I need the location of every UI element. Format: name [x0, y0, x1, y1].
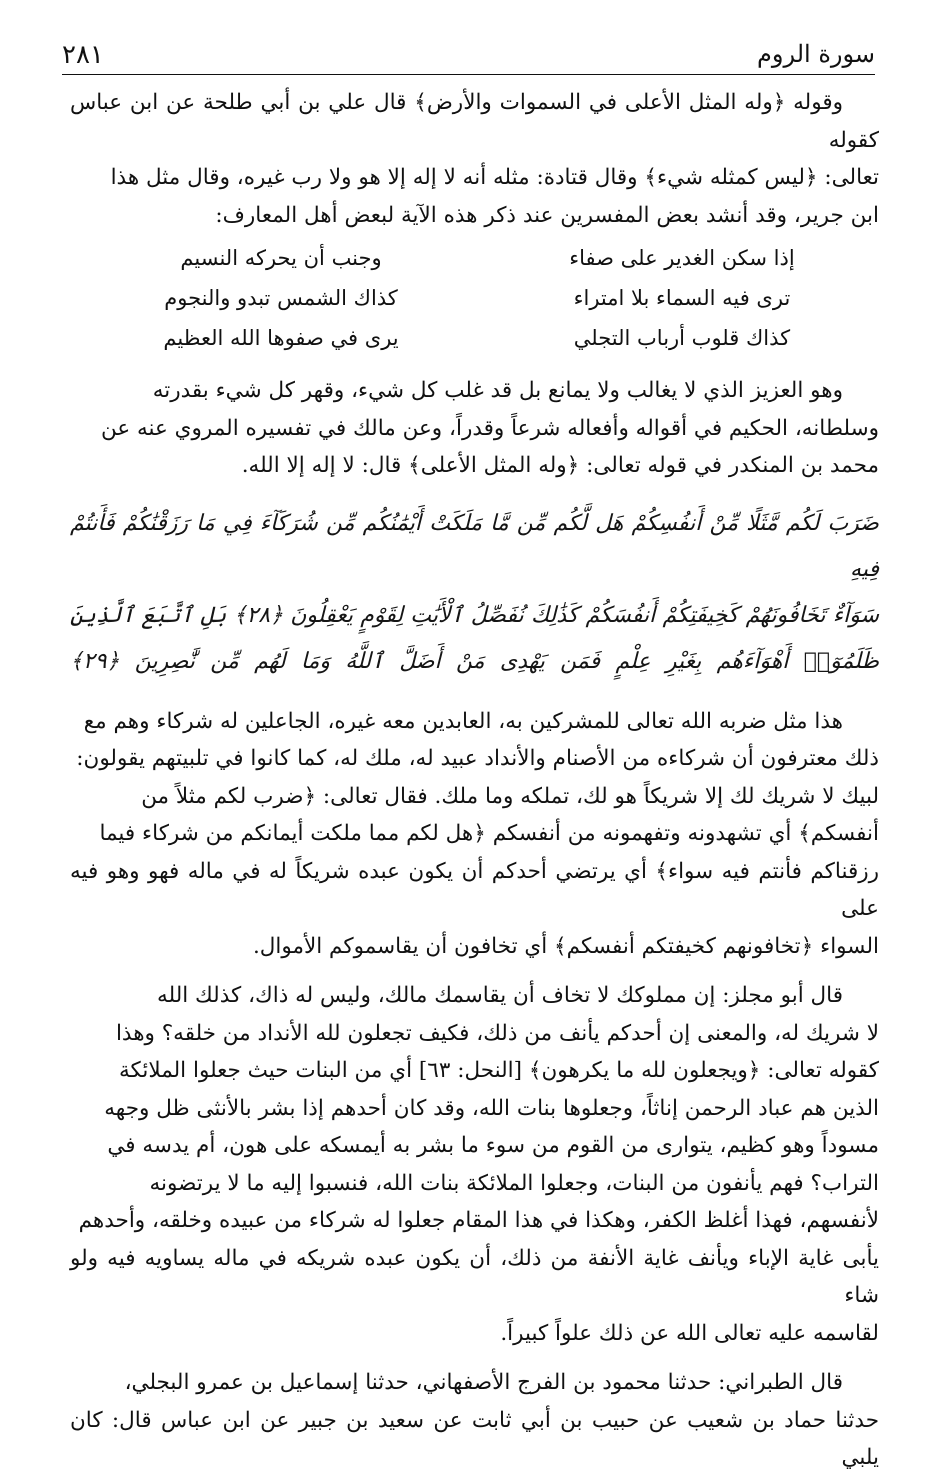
page-header	[62, 28, 875, 75]
text-line: أنفسكم﴾ أي تشهدونه وتفهمونه من أنفسكم ﴿هل لكم مما ملكت أيمانكم من شركاء فيما	[99, 821, 879, 846]
text-line: لا شريك له، والمعنى إن أحدكم يأنف من ذلك، فكيف تجعلون لله الأنداد من خلقه؟ وهذا	[115, 1020, 879, 1046]
text-line: الذين هم عباد الرحمن إناثاً، وجعلوها بنات الله، وقد كان أحدهم إذا بشر بالأنثى ظل وجهه	[104, 1095, 879, 1121]
poem-second-hemistich: يرى في صفوها الله العظيم	[163, 326, 399, 350]
page-number: ٢٨١	[62, 40, 104, 70]
paragraph-intro	[70, 84, 879, 234]
text-line: السواء ﴿تخافونهم كخيفتكم أنفسكم﴾ أي تخافون أن يقاسموكم الأموال.	[252, 933, 879, 959]
paragraph-aziz	[70, 372, 879, 485]
text-line: لأنفسهم، فهذا أغلظ الكفر، وهكذا في هذا المقام جعلوا له شركاء من عبيده وخلقه، وأحدهم	[78, 1208, 879, 1233]
text-line: كقوله تعالى: ﴿ويجعلون لله ما يكرهون﴾ [النحل: ٦٣] أي من البنات حيث جعلوا الملائكة	[118, 1058, 879, 1083]
quran-line: ضَرَبَ لَكُم مَّثَلًا مِّنْ أَنفُسِكُمْ هَل لَّكُم مِّن مَّا مَلَكَتْ أَيْمَٰنُكُم مِّن شُرَكَآءَ فِي مَا رَزَقْنَٰكُمْ فَأَنتُمْ فِيهِ	[70, 510, 879, 582]
text-line: هذا مثل ضربه الله تعالى للمشركين به، العابدين معه غيره، الجاعلين له شركاء وهم مع	[83, 708, 843, 734]
text-line: رزقناكم فأنتم فيه سواء﴾ أي يرتضي أحدكم أن يكون عبده شريكاً له في ماله فهو وهو فيه على	[70, 858, 879, 921]
text-line: لقاسمه عليه تعالى الله عن ذلك علواً كبيراً.	[500, 1320, 879, 1346]
poem-verse	[70, 318, 879, 358]
text-line: ذلك معترفون أن شركاءه من الأصنام والأنداد عبيد له، ملك له، كما كانوا في تلبيتهم يقولون:	[76, 746, 879, 771]
poem-second-hemistich: وجنب أن يحركه النسيم	[180, 246, 382, 270]
text-line: يأبى غاية الإباء ويأنف غاية الأنفة من ذلك، أن يكون عبده شريكه في ماله يساويه فيه ولو شاء	[70, 1245, 879, 1308]
paragraph-tafsir	[70, 703, 879, 966]
paragraph-abu-mijlaz	[70, 977, 879, 1352]
text-line: التراب؟ فهم يأنفون من البنات، وجعلوا الملائكة بنات الله، فنسبوا إليه ما لا يرتضونه	[149, 1170, 879, 1196]
text-line: وسلطانه، الحكيم في أقواله وأفعاله شرعاً وقدراً، وعن مالك في تفسيره المروي عنه عن	[100, 415, 879, 441]
poem-verse	[70, 278, 879, 318]
text-line: تعالى: ﴿ليس كمثله شيء﴾ وقال قتادة: مثله أنه لا إله إلا هو ولا رب غيره، وقال مثل هذا	[110, 165, 879, 190]
surah-title: سورة الروم	[757, 40, 875, 68]
text-line: ابن جرير، وقد أنشد بعض المفسرين عند ذكر هذه الآية لبعض أهل المعارف:	[215, 202, 879, 228]
text-line: قال الطبراني: حدثنا محمود بن الفرج الأصفهاني، حدثنا إسماعيل بن عمرو البجلي،	[124, 1370, 843, 1395]
poem-first-hemistich: إذا سكن الغدير على صفاء	[569, 246, 795, 270]
poem	[70, 238, 879, 358]
poem-verse	[70, 238, 879, 278]
poem-first-hemistich: كذاك قلوب أرباب التجلي	[573, 326, 791, 350]
page-content	[70, 84, 879, 1477]
text-line: وقوله ﴿وله المثل الأعلى في السموات والأرض﴾ قال علي بن أبي طلحة عن ابن عباس كقوله	[70, 90, 879, 153]
text-line: حدثنا حماد بن شعيب عن حبيب بن أبي ثابت عن سعيد بن جبير عن ابن عباس قال: كان يلبي	[70, 1407, 879, 1470]
text-line: وهو العزيز الذي لا يغالب ولا يمانع بل قد غلب كل شيء، وقهر كل شيء بقدرته	[152, 378, 843, 403]
poem-second-hemistich: كذاك الشمس تبدو والنجوم	[164, 286, 398, 310]
quran-line: ظَلَمُوٓا۟ أَهْوَآءَهُم بِغَيْرِ عِلْمٍ فَمَن يَهْدِى مَنْ أَضَلَّ ٱللَّهُ وَمَا لَهُم مِّن نَّٰصِرِينَ ﴿٢٩﴾	[70, 648, 879, 674]
quran-line: سَوَآءٌ تَخَافُونَهُمْ كَخِيفَتِكُمْ أَنفُسَكُمْ كَذَٰلِكَ نُفَصِّلُ ٱلْأَيَٰتِ لِقَوْمٍ يَعْقِلُونَ ﴿٢٨﴾ بَلِ ٱتَّبَعَ ٱلَّذِينَ	[70, 602, 879, 628]
poem-first-hemistich: ترى فيه السماء بلا امتراء	[573, 286, 791, 310]
text-line: محمد بن المنكدر في قوله تعالى: ﴿وله المثل الأعلى﴾ قال: لا إله إلا الله.	[241, 453, 879, 478]
paragraph-tabarani	[70, 1364, 879, 1477]
text-line: لبيك لا شريك لك إلا شريكاً هو لك، تملكه وما ملك. فقال تعالى: ﴿ضرب لكم مثلاً من	[141, 783, 879, 809]
quran-verses	[70, 501, 879, 685]
text-line: قال أبو مجلز: إن مملوكك لا تخاف أن يقاسمك مالك، وليس له ذاك، كذلك الله	[157, 983, 843, 1008]
text-line: مسوداً وهو كظيم، يتوارى من القوم من سوء ما بشر به أيمسكه على هون، أم يدسه في	[107, 1133, 879, 1158]
